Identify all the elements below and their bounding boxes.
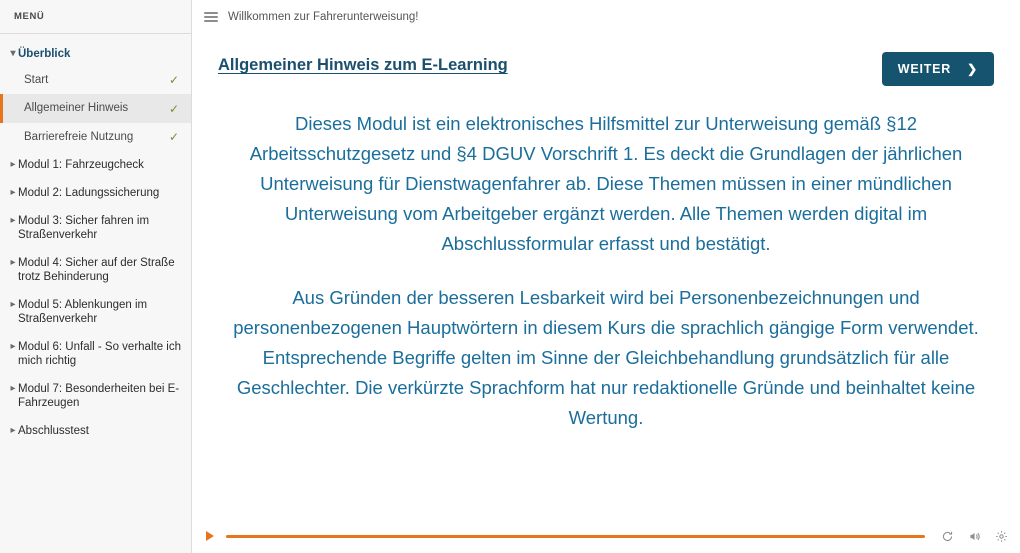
replay-icon[interactable]	[941, 530, 954, 543]
next-button[interactable]	[882, 52, 994, 86]
sidebar-item-allgemeiner-hinweis[interactable]	[0, 94, 191, 122]
sidebar-item-modul-3[interactable]	[0, 207, 191, 249]
sidebar-item-label: Modul 3: Sicher fahren im Straßenverkehr	[18, 215, 150, 242]
chevron-right-icon: ▸	[10, 299, 16, 311]
chevron-right-icon: ▸	[10, 257, 16, 269]
sidebar-item-label: Modul 5: Ablenkungen im Straßenverkehr	[18, 299, 148, 326]
sidebar-item-modul-2[interactable]	[0, 179, 191, 207]
gear-icon[interactable]	[995, 530, 1008, 543]
sidebar	[0, 0, 192, 553]
slide-body-text	[218, 109, 994, 433]
sidebar-item-modul-1[interactable]	[0, 151, 191, 179]
sidebar-item-label: Allgemeiner Hinweis	[24, 102, 129, 115]
sidebar-item-abschlusstest[interactable]	[0, 417, 191, 445]
sidebar-header	[0, 0, 191, 34]
sidebar-item-label: Modul 2: Ladungssicherung	[18, 187, 160, 200]
chevron-right-icon: ▸	[10, 215, 16, 227]
sidebar-item-label: Barrierefreie Nutzung	[24, 130, 134, 143]
paragraph-2: Aus Gründen der besseren Lesbarkeit wird bei Personenbezeichnungen und personenbezogenen Hauptwörtern in diesem Kurs die sprachlich gängige Form verwendet. Entsprechende Begriffe gelten im Sinne der Gleichbehandlung grundsätzlich für alle Geschlechter. Die verkürzte Sprachform hat nur redaktionelle Gründe und beinhaltet keine Wertung.	[233, 286, 979, 428]
chevron-right-icon: ❯	[967, 62, 978, 76]
sidebar-item-barrierefreie-nutzung[interactable]	[0, 123, 191, 151]
chevron-down-icon: ▾	[10, 48, 16, 59]
chevron-right-icon: ▸	[10, 187, 16, 199]
chevron-right-icon: ▸	[10, 425, 16, 437]
sidebar-item-modul-7[interactable]	[0, 375, 191, 417]
sidebar-group-label: Überblick	[18, 48, 71, 60]
sidebar-item-modul-5[interactable]	[0, 291, 191, 333]
sidebar-item-label: Modul 4: Sicher auf der Straße trotz Behinderung	[18, 257, 175, 284]
breadcrumb: Willkommen zur Fahrerunterweisung!	[228, 11, 419, 23]
sidebar-item-label: Abschlusstest	[18, 425, 89, 438]
paragraph-1: Dieses Modul ist ein elektronisches Hilfsmittel zur Unterweisung gemäß §12 Arbeitsschutzgesetz und §4 DGUV Vorschrift 1. Es deckt die Grundlagen der jährlichen Unterweisung für Dienstwagenfahrer ab. Diese Themen müssen in einer mündlichen Unterweisung vom Arbeitgeber ergänzt werden. Alle Themen werden digital im Abschlussformular erfasst und bestätigt.	[249, 113, 963, 254]
sidebar-nav	[0, 34, 191, 445]
player-controls	[941, 530, 1008, 543]
seek-slider[interactable]	[226, 535, 925, 538]
sidebar-item-start[interactable]	[0, 66, 191, 94]
next-button-label: WEITER	[897, 62, 952, 76]
topbar	[192, 0, 1020, 34]
check-icon: ✓	[168, 101, 180, 116]
sidebar-item-label: Start	[24, 74, 49, 86]
check-icon: ✓	[168, 73, 180, 88]
sidebar-item-modul-6[interactable]	[0, 333, 191, 375]
sidebar-group-ueberblick[interactable]	[0, 42, 191, 66]
main-content	[192, 0, 1020, 553]
page-title: Allgemeiner Hinweis zum E-Learning	[218, 56, 508, 74]
player-bar	[192, 519, 1020, 553]
sidebar-item-modul-4[interactable]	[0, 249, 191, 291]
chevron-right-icon: ▸	[10, 341, 16, 353]
sidebar-item-label: Modul 7: Besonderheiten bei E-Fahrzeugen	[18, 383, 180, 410]
slide-content	[192, 34, 1020, 433]
check-icon: ✓	[168, 129, 180, 144]
sidebar-item-label: Modul 1: Fahrzeugcheck	[18, 159, 144, 172]
chevron-right-icon: ▸	[10, 159, 16, 171]
volume-icon[interactable]	[968, 530, 981, 543]
hamburger-icon[interactable]	[204, 12, 218, 22]
menu-title: MENÜ	[14, 11, 45, 22]
chevron-right-icon: ▸	[10, 383, 16, 395]
sidebar-item-label: Modul 6: Unfall - So verhalte ich mich richtig	[18, 341, 181, 368]
play-icon[interactable]	[206, 531, 214, 541]
